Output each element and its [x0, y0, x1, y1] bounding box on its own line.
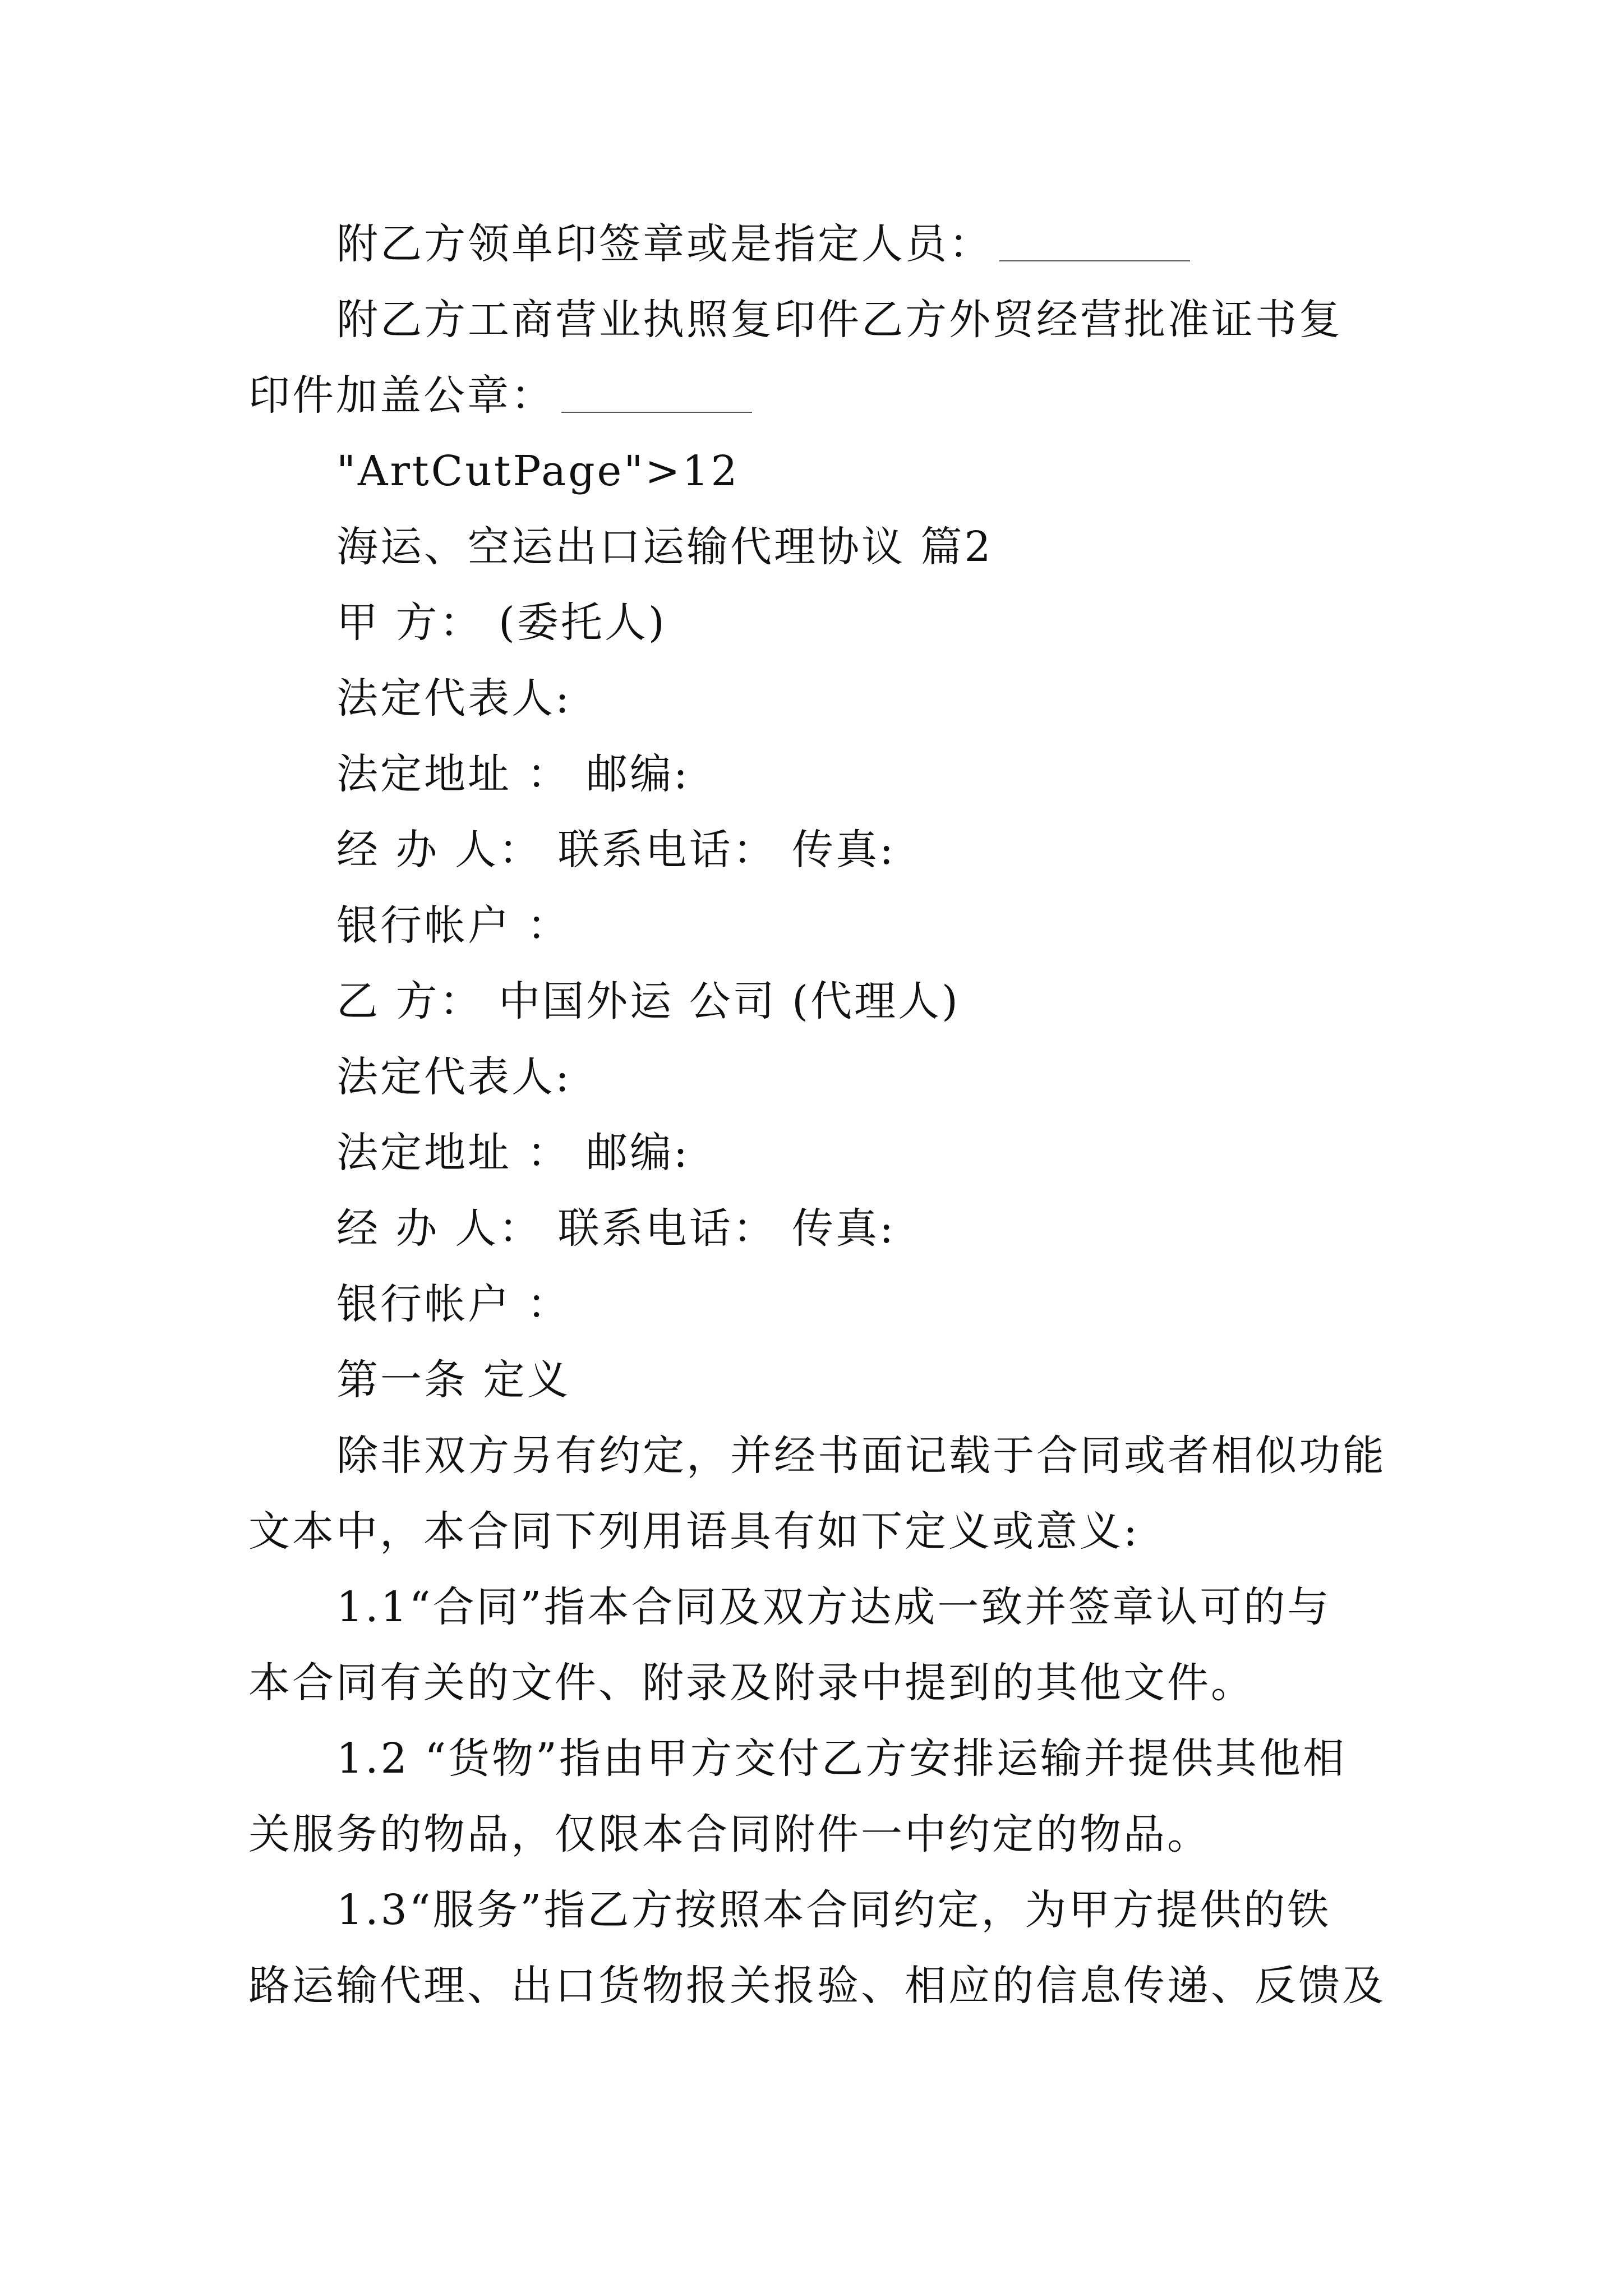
text-line: 除非双方另有约定，并经书面记载于合同或者相似功能: [336, 1432, 1386, 1480]
article-heading: 第一条 定义: [336, 1356, 571, 1404]
text-line: 附乙方工商营业执照复印件乙方外贸经营批准证书复: [336, 296, 1343, 344]
text-line: 1.1“合同”指本合同及双方达成一致并签章认可的与: [336, 1583, 1331, 1631]
text-line: 经 办 人： 联系电话： 传真:: [336, 826, 896, 874]
line-text: 印件加盖公章：: [248, 371, 555, 420]
text-line: 本合同有关的文件、附录及附录中提到的其他文件。: [248, 1659, 1255, 1707]
text-line: 法定地址 ： 邮编:: [336, 750, 690, 798]
text-line: 法定代表人:: [336, 674, 571, 723]
text-line: 经 办 人： 联系电话： 传真:: [336, 1204, 896, 1253]
section-heading: 海运、空运出口运输代理协议 篇2: [336, 523, 993, 571]
seal-blank: [561, 412, 752, 413]
text-line: 银行帐户 ：: [336, 1280, 571, 1328]
text-line: [248, 371, 752, 420]
text-line: 法定代表人:: [336, 1053, 571, 1101]
text-line: 1.2 “货物”指由甲方交付乙方安排运输并提供其他相: [336, 1734, 1347, 1783]
line-text: 附乙方领单印签章或是指定人员：: [336, 220, 993, 268]
signature-blank: [999, 260, 1190, 261]
text-line: 乙 方： 中国外运 公司 (代理人): [336, 977, 960, 1025]
text-line: 文本中，本合同下列用语具有如下定义或意义:: [248, 1507, 1140, 1556]
text-line: 1.3“服务”指乙方按照本合同约定，为甲方提供的铁: [336, 1886, 1331, 1934]
text-line: 关服务的物品，仅限本合同附件一中约定的物品。: [248, 1810, 1211, 1858]
text-line: 路运输代理、出口货物报关报验、相应的信息传递、反馈及: [248, 1962, 1386, 2010]
text-line: 法定地址 ： 邮编:: [336, 1129, 690, 1177]
text-line: "ArtCutPage">12: [336, 447, 740, 495]
text-line: 甲 方： (委托人): [336, 599, 667, 647]
text-line: [336, 220, 1190, 268]
text-line: 银行帐户 ：: [336, 901, 571, 950]
